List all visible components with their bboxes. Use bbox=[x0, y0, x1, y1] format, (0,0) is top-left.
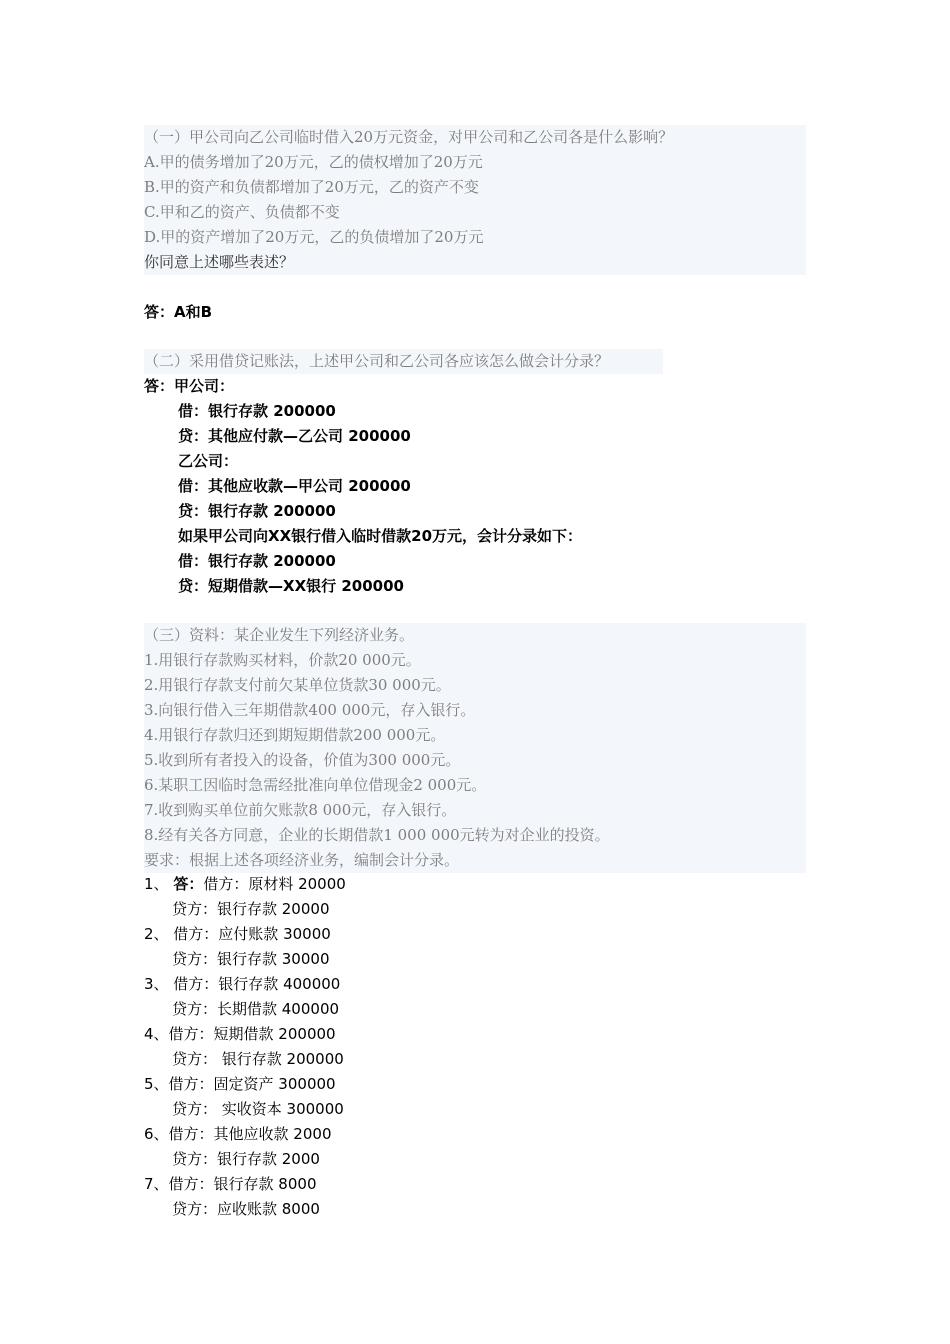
entry-line: 贷方： 实收资本 300000 bbox=[172, 1100, 344, 1118]
entry-line: 2、 借方：应付账款 30000 bbox=[144, 925, 331, 943]
requirement: 要求：根据上述各项经济业务，编制会计分录。 bbox=[144, 851, 460, 869]
entry-line: 贷方：银行存款 2000 bbox=[172, 1150, 320, 1168]
option-b: B.甲的资产和负债都增加了20万元，乙的资产不变 bbox=[144, 178, 479, 196]
transaction-item: 5.收到所有者投入的设备，价值为300 000元。 bbox=[144, 751, 461, 769]
journal-heading: 乙公司： bbox=[178, 452, 239, 470]
entry-number: 1、 bbox=[144, 875, 174, 893]
entry-line: 贷方：应收账款 8000 bbox=[172, 1200, 320, 1218]
entry-text: 借方：原材料 20000 bbox=[203, 875, 346, 893]
transaction-item: 8.经有关各方同意，企业的长期借款1 000 000元转为对企业的投资。 bbox=[144, 826, 610, 844]
entry-line: 6、借方：其他应收款 2000 bbox=[144, 1125, 332, 1143]
answer-3-label: 答： bbox=[173, 875, 204, 893]
question-1-title: （一）甲公司向乙公司临时借入20万元资金，对甲公司和乙公司各是什么影响？ bbox=[144, 128, 674, 146]
entry-line: 贷方：长期借款 400000 bbox=[172, 1000, 340, 1018]
entry-line: 4、借方：短期借款 200000 bbox=[144, 1025, 336, 1043]
journal-line: 借：银行存款 200000 bbox=[178, 552, 336, 570]
option-c: C.甲和乙的资产、负债都不变 bbox=[144, 203, 340, 221]
journal-line: 贷：银行存款 200000 bbox=[178, 502, 336, 520]
transaction-item: 6.某职工因临时急需经批准向单位借现金2 000元。 bbox=[144, 776, 487, 794]
transaction-item: 1.用银行存款购买材料，价款20 000元。 bbox=[144, 651, 421, 669]
journal-line: 贷：短期借款—XX银行 200000 bbox=[178, 577, 404, 595]
entry-line: 贷方：银行存款 30000 bbox=[172, 950, 330, 968]
journal-line: 借：其他应收款—甲公司 200000 bbox=[178, 477, 411, 495]
answer-3-block bbox=[144, 872, 346, 1222]
answer-3-first-line bbox=[144, 872, 346, 897]
entry-line: 5、借方：固定资产 300000 bbox=[144, 1075, 336, 1093]
transaction-item: 2.用银行存款支付前欠某单位货款30 000元。 bbox=[144, 676, 451, 694]
question-3-block bbox=[144, 623, 806, 873]
transaction-item: 4.用银行存款归还到期短期借款200 000元。 bbox=[144, 726, 446, 744]
answer-1: 答：A和B bbox=[144, 303, 213, 321]
question-1-prompt: 你同意上述哪些表述？ bbox=[144, 253, 295, 271]
entry-line: 贷方：银行存款 20000 bbox=[172, 900, 330, 918]
answer-2-block bbox=[144, 374, 582, 599]
journal-line: 借：银行存款 200000 bbox=[178, 402, 336, 420]
question-2-title: （二）采用借贷记账法，上述甲公司和乙公司各应该怎么做会计分录？ bbox=[144, 352, 610, 370]
transaction-item: 3.向银行借入三年期借款400 000元，存入银行。 bbox=[144, 701, 476, 719]
journal-note: 如果甲公司向XX银行借入临时借款20万元，会计分录如下： bbox=[178, 527, 583, 545]
option-a: A.甲的债务增加了20万元，乙的债权增加了20万元 bbox=[144, 153, 483, 171]
question-2-block bbox=[144, 349, 663, 374]
option-d: D.甲的资产增加了20万元，乙的负债增加了20万元 bbox=[144, 228, 484, 246]
entry-line: 3、 借方：银行存款 400000 bbox=[144, 975, 341, 993]
transaction-item: 7.收到购买单位前欠账款8 000元，存入银行。 bbox=[144, 801, 457, 819]
question-1-block bbox=[144, 125, 806, 275]
question-3-title: （三）资料：某企业发生下列经济业务。 bbox=[144, 626, 415, 644]
entry-line: 贷方： 银行存款 200000 bbox=[172, 1050, 344, 1068]
journal-line: 贷：其他应付款—乙公司 200000 bbox=[178, 427, 411, 445]
answer-2-head: 答：甲公司： bbox=[144, 377, 235, 395]
entry-line: 7、借方：银行存款 8000 bbox=[144, 1175, 317, 1193]
